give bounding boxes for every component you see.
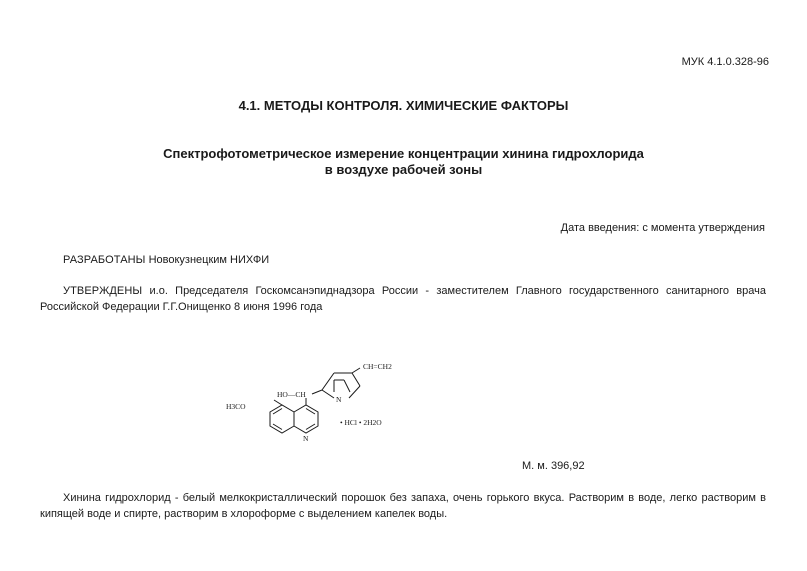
- approved-label: УТВЕРЖДЕНЫ: [63, 285, 143, 297]
- subtitle-line-1: Спектрофотометрическое измерение концентрации хинина гидрохлорида: [163, 146, 644, 161]
- document-code: МУК 4.1.0.328-96: [681, 56, 769, 68]
- benzene-ring: [270, 405, 294, 433]
- subtitle-line-2: в воздухе рабочей зоны: [324, 162, 483, 177]
- hydroxy-group: HO—CH: [277, 390, 306, 399]
- developed-text: Новокузнецким НИХФИ: [148, 254, 270, 266]
- developed-label: РАЗРАБОТАНЫ: [63, 254, 146, 266]
- quinoline-nitrogen: N: [303, 434, 309, 443]
- developed-paragraph: [40, 252, 766, 268]
- approved-paragraph: [40, 283, 766, 315]
- methoxy-group: H3CO: [226, 402, 246, 411]
- quinine-structure-formula: [222, 348, 422, 453]
- introduction-date: Дата введения: с момента утверждения: [560, 222, 765, 234]
- pyridine-ring: [294, 405, 318, 433]
- molar-mass: М. м. 396,92: [522, 460, 585, 472]
- approved-text: и.о. Председателя Госкомсанэпиднадзора России - заместителем Главного государственного санитарного врача Российской Федерации Г.Г.Онищенко 8 июня 1996 года: [40, 285, 766, 313]
- quinuclidine-nitrogen: N: [336, 395, 342, 404]
- section-title: 4.1. МЕТОДЫ КОНТРОЛЯ. ХИМИЧЕСКИЕ ФАКТОРЫ: [238, 98, 569, 113]
- salt-water-formula: • HCl • 2H2O: [340, 418, 382, 427]
- vinyl-group: CH=CH2: [363, 362, 392, 371]
- document-subtitle: [0, 146, 807, 178]
- structure-diagram: [222, 348, 422, 453]
- description-paragraph: Хинина гидрохлорид - белый мелкокристаллический порошок без запаха, очень горького вкуса. Растворим в воде, легко растворим в кипящей воде и спирте, растворим в хлороформе с выделением капелек воды.: [40, 492, 766, 520]
